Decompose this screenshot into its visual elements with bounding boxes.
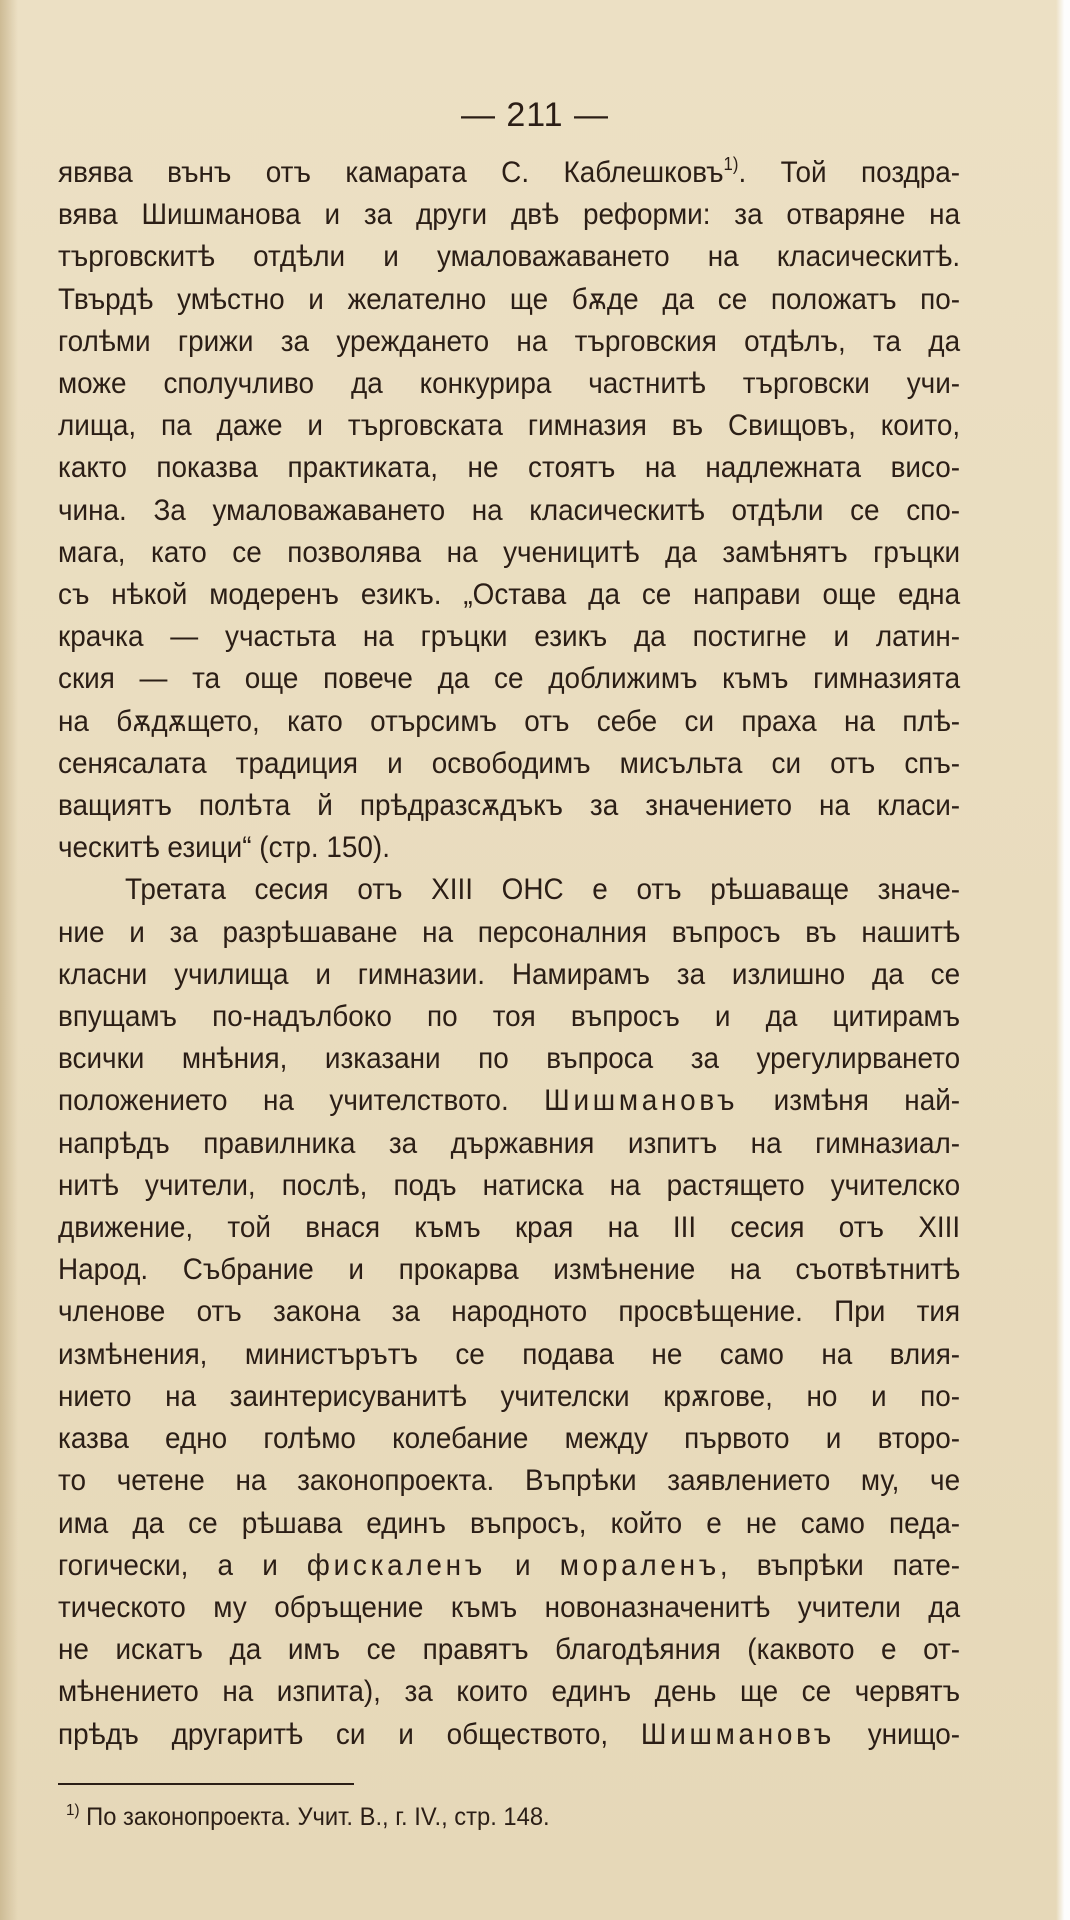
emphasized-word: мораленъ: [559, 1548, 720, 1582]
text-line-34-start: гогически, а и: [58, 1548, 307, 1582]
text-line: има да се рѣшава единъ въпросъ, който е не само педа-: [58, 1506, 961, 1540]
text-line: голѣми грижи за уреждането на търговския отдѣлъ, та да: [58, 324, 961, 358]
text-line: [58, 1545, 960, 1587]
text-line-34-mid: и: [485, 1548, 560, 1582]
text-line: може сполучливо да конкурира частнитѣ търговски учи-: [58, 367, 961, 401]
text-line-38-end: унищо-: [834, 1717, 961, 1751]
footnote: [66, 1803, 550, 1832]
text-line-34-end: , въпрѣки пате-: [719, 1548, 961, 1582]
page-number: — 211 —: [460, 96, 610, 134]
text-line: съ нѣкой модеренъ езикъ. „Остава да се направи още една: [58, 578, 961, 612]
text-line-38-start: прѣдъ другаритѣ си и обществото,: [58, 1717, 641, 1751]
text-line: вява Шишманова и за други двѣ реформи: за отваряне на: [58, 198, 961, 232]
text-line: на бѫдѫщето, като отърсимъ отъ себе си праха на плѣ-: [58, 704, 961, 738]
text-line: всички мнѣния, изказани по въпроса за урегулирването: [58, 1042, 961, 1076]
text-line: както показва практиката, не стоятъ на надлежната висо-: [58, 451, 961, 485]
text-line: ческитѣ езици“ (стр. 150).: [58, 831, 390, 865]
text-line: ние и за разрѣшаване на персоналния въпросъ въ нашитѣ: [58, 915, 961, 949]
footnote-text: По законопроекта. Учит. В., г. IV., стр. 148.: [79, 1803, 550, 1831]
paragraph-start-line: Третата сесия отъ XIII ОНС е отъ рѣшаваще значе-: [124, 873, 961, 907]
text-line: членове отъ закона за народното просвѣщение. При тия: [58, 1295, 961, 1329]
text-line: нитѣ учители, послѣ, подъ натиска на растящето учителско: [58, 1168, 961, 1202]
text-line: то четене на законопроекта. Въпрѣки заявлението му, че: [58, 1464, 961, 1498]
text-line-1-end: . Той поздра-: [738, 156, 961, 189]
body-text: [58, 152, 960, 1756]
text-line: впущамъ по-надълбоко по тоя въпросъ и да цитирамъ: [58, 1000, 961, 1034]
text-line: [58, 152, 960, 194]
text-line: нието на заинтерисуванитѣ учителски крѫгове, но и по-: [58, 1379, 961, 1413]
text-line: крачка — участьта на гръцки езикъ да постигне и латин-: [58, 620, 961, 654]
text-line: казва едно голѣмо колебание между първото и второ-: [58, 1422, 961, 1456]
text-line: напрѣдъ правилника за държавния изпитъ на гимназиал-: [58, 1126, 961, 1160]
text-line: не искатъ да имъ се правятъ благодѣяния (каквото е от-: [58, 1633, 961, 1667]
text-line: ския — та още повече да се доближимъ къмъ гимназията: [58, 662, 961, 696]
text-line: [58, 1714, 960, 1756]
text-line: Народ. Събрание и прокарва измѣнение на съотвѣтнитѣ: [58, 1253, 961, 1287]
footnote-divider: [58, 1783, 354, 1785]
text-line: чина. За умаловажаването на класическитѣ отдѣли се спо-: [58, 493, 961, 527]
text-line: лища, па даже и търговската гимназия въ Свищовъ, които,: [58, 409, 961, 443]
text-line: търговскитѣ отдѣли и умаловажаването на класическитѣ.: [58, 240, 961, 274]
text-line-23-end: измѣня най-: [738, 1084, 961, 1118]
emphasized-name: Шишмановъ: [640, 1717, 835, 1751]
text-line: [58, 1080, 960, 1122]
text-line-1-start: явява вънъ отъ камарата С. Каблешковъ: [58, 156, 724, 189]
footnote-marker: 1): [66, 1802, 80, 1819]
text-line-23-start: положението на учителството.: [58, 1084, 545, 1118]
text-line: движение, той внася къмъ края на III сесия отъ XIII: [58, 1211, 961, 1245]
text-line: мѣнението на изпита), за които единъ день ще се червятъ: [58, 1675, 961, 1709]
text-line: Твърдѣ умѣстно и желателно ще бѫде да се положатъ по-: [58, 282, 961, 316]
footnote-ref: 1): [723, 154, 739, 174]
text-line: измѣнения, министърътъ се подава не само на влия-: [58, 1337, 961, 1371]
text-line: сенясалата традиция и освободимъ мисъльта си отъ спъ-: [58, 746, 961, 780]
text-line: класни училища и гимназии. Намирамъ за излишно да се: [58, 957, 961, 991]
emphasized-word: фискаленъ: [306, 1548, 486, 1582]
text-line: ващиятъ полѣта й прѣдразсѫдъкъ за значението на класи-: [58, 789, 961, 823]
text-line: тическото му обръщение къмъ новоназначенитѣ учители да: [58, 1590, 961, 1624]
text-line: мага, като се позволява на ученицитѣ да замѣнятъ гръцки: [58, 535, 961, 569]
emphasized-name: Шишмановъ: [544, 1084, 739, 1118]
